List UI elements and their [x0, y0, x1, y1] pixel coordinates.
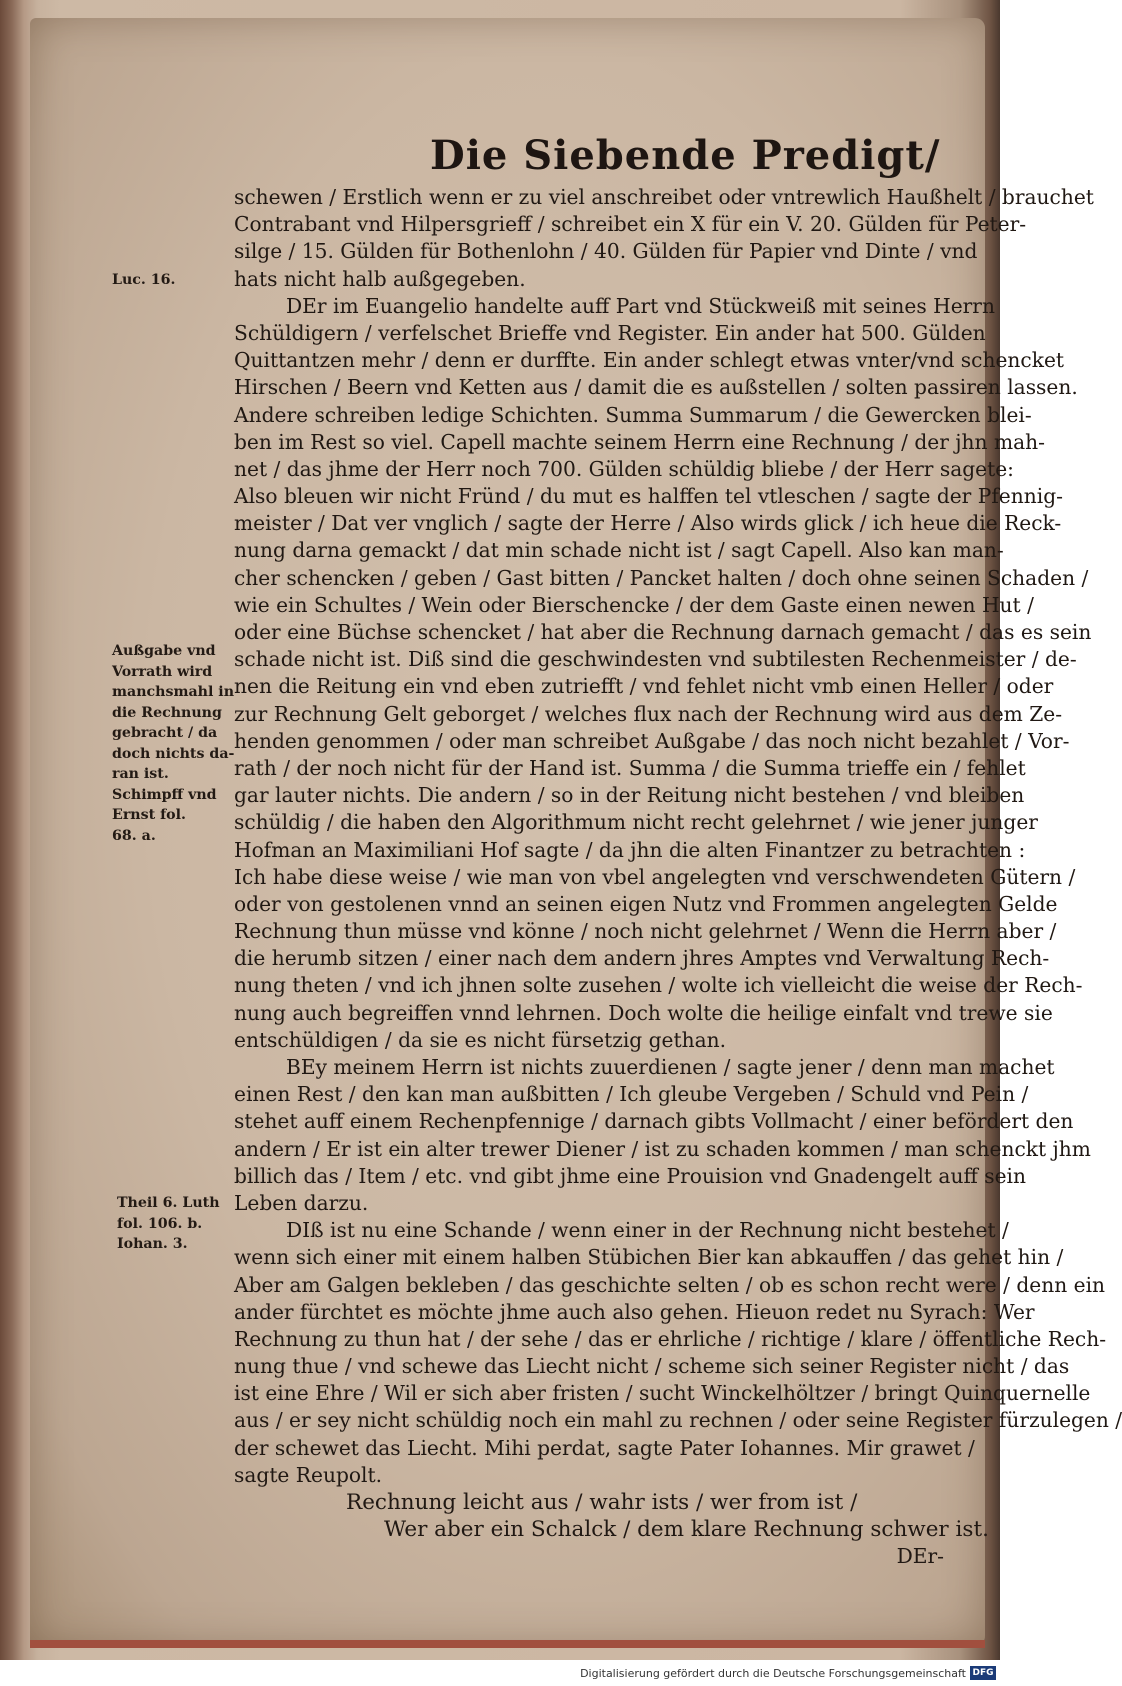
text-line: nung thue / vnd schewe das Liecht nicht / scheme sich seiner Register nicht / das	[234, 1354, 1070, 1379]
text-line: Quittantzen mehr / denn er durffte. Ein ander schlegt etwas vnter/vnd schencket	[234, 348, 1065, 373]
text-line: wenn sich einer mit einem halben Stübichen Bier kan abkauffen / das gehet hin /	[234, 1245, 1064, 1270]
text-line: net / das jhme der Herr noch 700. Gülden schüldig bliebe / der Herr sagete:	[234, 456, 1014, 481]
margin-note-line: Theil 6. Luth	[117, 1195, 220, 1211]
text-line: DIß ist nu eine Schande / wenn einer in der Rechnung nicht bestehet /	[286, 1218, 1009, 1243]
text-line: oder eine Büchse schencket / hat aber die Rechnung darnach gemacht / das es sein	[234, 620, 1092, 644]
margin-note-line: Vorrath wird	[112, 663, 213, 680]
text-line: andern / Er ist ein alter trewer Diener / ist zu schaden kommen / man schenckt jhm	[234, 1136, 1091, 1161]
margin-note-line: Luc. 16.	[112, 272, 176, 288]
text-line: nung darna gemackt / dat min schade nicht ist / sagt Capell. Also kan man-	[234, 538, 1004, 563]
text-line: die herumb sitzen / einer nach dem andern jhres Amptes vnd Verwaltung Rech-	[234, 946, 1050, 971]
page-header: Die Siebende Predigt/	[430, 132, 941, 179]
text-line: oder von gestolenen vnnd an seinen eigen Nutz vnd Frommen angelegten Gelde	[234, 891, 1058, 916]
text-line: nung theten / vnd ich jhnen solte zusehen / wolte ich vielleicht die weise der Rech-	[234, 973, 1083, 998]
margin-note-line: Außgabe vnd	[112, 643, 216, 659]
margin-note-line: die Rechnung	[112, 704, 222, 721]
text-line: nung auch begreiffen vnnd lehrnen. Doch wolte die heilige einfalt vnd trewe sie	[234, 1000, 1053, 1025]
text-line: Hofman an Maximiliani Hof sagte / da jhn die alten Finantzer zu betrachten :	[234, 837, 1026, 862]
text-line: Leben darzu.	[234, 1190, 369, 1215]
text-line: Contrabant vnd Hilpersgrieff / schreibet ein X für ein V. 20. Gülden für Peter-	[234, 212, 1027, 237]
text-line: Rechnung zu thun hat / der sehe / das er ehrliche / richtige / klare / öffentliche Rech-	[234, 1326, 1107, 1351]
text-line: einen Rest / den kan man außbitten / Ich gleube Vergeben / Schuld vnd Pein /	[234, 1082, 1029, 1107]
text-line: billich das / Item / etc. vnd gibt jhme eine Prouision vnd Gnadengelt auff sein	[234, 1163, 1026, 1188]
text-line: schewen / Erstlich wenn er zu viel anschreibet oder vntrewlich Haußhelt / brauchet	[234, 185, 1094, 209]
margin-note-line: fol. 106. b.	[117, 1215, 203, 1232]
text-line: aus / er sey nicht schüldig noch ein mahl zu rechnen / oder seine Register fürzulegen /	[234, 1408, 1122, 1433]
text-line: Hirschen / Beern vnd Ketten aus / damit die es außstellen / solten passiren lassen.	[234, 375, 1078, 400]
margin-note-line: ran ist.	[112, 766, 169, 782]
text-line: Wer aber ein Schalck / dem klare Rechnung schwer ist.	[384, 1517, 989, 1543]
text-line: BEy meinem Herrn ist nichts zuuerdienen / sagte jener / denn man machet	[286, 1055, 1055, 1079]
text-line: zur Rechnung Gelt geborget / welches flux nach der Rechnung wird aus dem Ze-	[234, 701, 1063, 726]
margin-note-line: Schimpff vnd	[112, 786, 217, 803]
main-text-block	[234, 184, 1122, 1571]
text-line: gar lauter nichts. Die andern / so in der Reitung nicht bestehen / vnd bleiben	[234, 783, 1025, 808]
text-line: ist eine Ehre / Wil er sich aber fristen / sucht Winckelhöltzer / bringt Quinquernelle	[234, 1381, 1091, 1406]
margin-note-line: doch nichts da-	[112, 745, 235, 762]
dfg-logo: DFG	[970, 1666, 996, 1680]
margin-note-line: gebracht / da	[112, 725, 218, 741]
margin-note-line: manchsmahl in	[112, 684, 235, 700]
text-line: schade nicht ist. Diß sind die geschwindesten vnd subtilesten Rechenmeister / de-	[234, 647, 1077, 672]
margin-note-theil	[117, 1193, 220, 1255]
text-line: cher schencken / geben / Gast bitten / Pancket halten / doch ohne seinen Schaden /	[234, 565, 1089, 590]
text-line: DEr-	[896, 1544, 944, 1569]
margin-note-line: 68. a.	[112, 827, 156, 844]
page-red-edge	[30, 1640, 985, 1648]
text-line: ben im Rest so viel. Capell machte seinem Herrn eine Rechnung / der jhn mah-	[234, 429, 1045, 454]
text-line: hats nicht halb außgegeben.	[234, 266, 526, 291]
text-line: Schüldigern / verfelschet Brieffe vnd Register. Ein ander hat 500. Gülden	[234, 320, 986, 345]
text-line: Rechnung thun müsse vnd könne / noch nicht gelehrnet / Wenn die Herrn aber /	[234, 919, 1057, 944]
text-line: DEr im Euangelio handelte auff Part vnd Stückweiß mit seines Herrn	[286, 293, 995, 318]
text-line: entschüldigen / da sie es nicht fürsetzig gethan.	[234, 1027, 727, 1052]
text-line: wie ein Schultes / Wein oder Bierschencke / der dem Gaste einen newen Hut /	[234, 592, 1034, 617]
text-line: nen die Reitung ein vnd eben zutriefft / vnd fehlet nicht vmb einen Heller / oder	[234, 674, 1054, 699]
text-line: Rechnung leicht aus / wahr ists / wer from ist /	[346, 1490, 858, 1515]
text-line: sagte Reupolt.	[234, 1462, 383, 1487]
text-line: henden genommen / oder man schreibet Außgabe / das noch nicht bezahlet / Vor-	[234, 728, 1070, 753]
margin-note-line: Ernst fol.	[112, 807, 186, 823]
footer-credit: Digitalisierung gefördert durch die Deutsche Forschungsgemeinschaft	[580, 1667, 966, 1680]
text-line: Aber am Galgen bekleben / das geschichte selten / ob es schon recht were / denn ein	[234, 1272, 1106, 1297]
text-line: ander fürchtet es möchte jhme auch also gehen. Hieuon redet nu Syrach: Wer	[234, 1299, 1035, 1324]
margin-note-luc	[112, 270, 176, 291]
text-line: silge / 15. Gülden für Bothenlohn / 40. Gülden für Papier vnd Dinte / vnd	[234, 239, 978, 264]
text-line: stehet auff einem Rechenpfennige / darnach gibts Vollmacht / einer befördert den	[234, 1109, 1074, 1134]
text-line: Also bleuen wir nicht Fründ / du mut es halffen tel vtleschen / sagte der Pfennig-	[234, 484, 1063, 509]
text-line: rath / der noch nicht für der Hand ist. Summa / die Summa trieffe ein / fehlet	[234, 755, 1026, 780]
text-line: der schewet das Liecht. Mihi perdat, sagte Pater Iohannes. Mir grawet /	[234, 1435, 975, 1460]
text-line: Ich habe diese weise / wie man von vbel angelegten vnd verschwendeten Gütern /	[234, 864, 1076, 889]
text-line: Andere schreiben ledige Schichten. Summa Summarum / die Gewercken blei-	[234, 402, 1032, 427]
margin-note-aufzgabe	[112, 641, 234, 846]
text-line: meister / Dat ver vnglich / sagte der Herre / Also wirds glick / ich heue die Reck-	[234, 511, 1062, 536]
text-line: schüldig / die haben den Algorithmum nicht recht gelehrnet / wie jener junger	[234, 810, 1038, 835]
margin-note-line: Iohan. 3.	[117, 1236, 188, 1252]
